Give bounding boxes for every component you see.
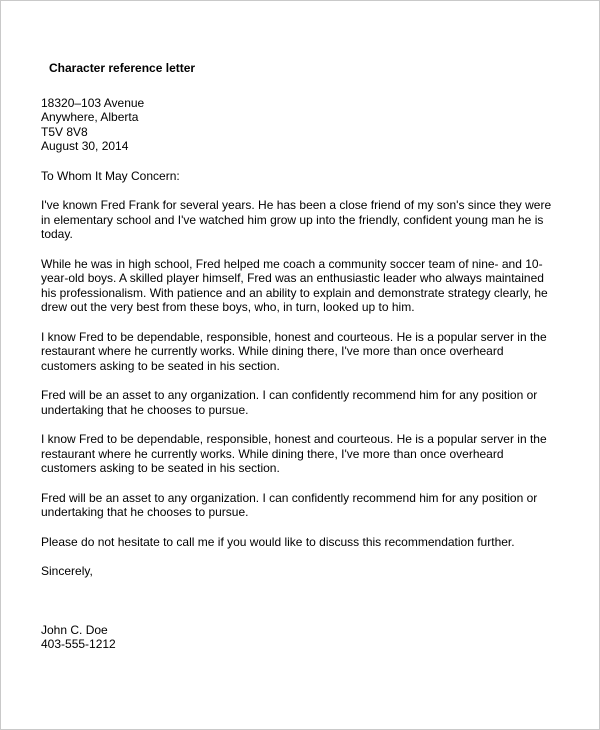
closing: Sincerely, [41, 564, 93, 578]
signature-phone: 403-555-1212 [41, 637, 116, 651]
paragraph-5: I know Fred to be dependable, responsible, honest and courteous. He is a popular server in the restaurant where he currently works. While dining there, I've more than once overheard customers asking to be seated in his section. [41, 432, 547, 475]
address-line-street: 18320–103 Avenue [41, 95, 145, 110]
signature-block [41, 623, 561, 652]
paragraph-1: I've known Fred Frank for several years. He has been a close friend of my son's since they were in elementary school and I've watched him grow up into the friendly, confident young man he is today. [41, 198, 552, 241]
paragraph-6: Fred will be an asset to any organization. I can confidently recommend him for any position or undertaking that he chooses to pursue. [41, 490, 538, 519]
paragraph-7: Please do not hesitate to call me if you would like to discuss this recommendation further. [41, 534, 515, 549]
signature-name: John C. Doe [41, 622, 108, 637]
letter-title: Character reference letter [49, 61, 196, 75]
paragraph-2: While he was in high school, Fred helped me coach a community soccer team of nine- and 10-year-old boys. A skilled player himself, Fred was an enthusiastic leader who always maintained his professionalism. With patience and an ability to explain and demonstrate strategy clearly, he drew out the very best from these boys, who, in turn, looked up to him. [41, 256, 548, 314]
salutation: To Whom It May Concern: [41, 168, 180, 183]
letter-date: August 30, 2014 [41, 139, 129, 153]
paragraph-3: I know Fred to be dependable, responsible, honest and courteous. He is a popular server in the restaurant where he currently works. While dining there, I've more than once overheard customers asking to be seated in his section. [41, 329, 547, 373]
letter-content [1, 1, 599, 652]
address-line-city: Anywhere, Alberta [41, 110, 139, 124]
address-line-postal-code: T5V 8V8 [41, 124, 88, 139]
sender-address-block [41, 96, 561, 154]
paragraph-4: Fred will be an asset to any organization. I can confidently recommend him for any position or undertaking that he chooses to pursue. [41, 388, 538, 417]
